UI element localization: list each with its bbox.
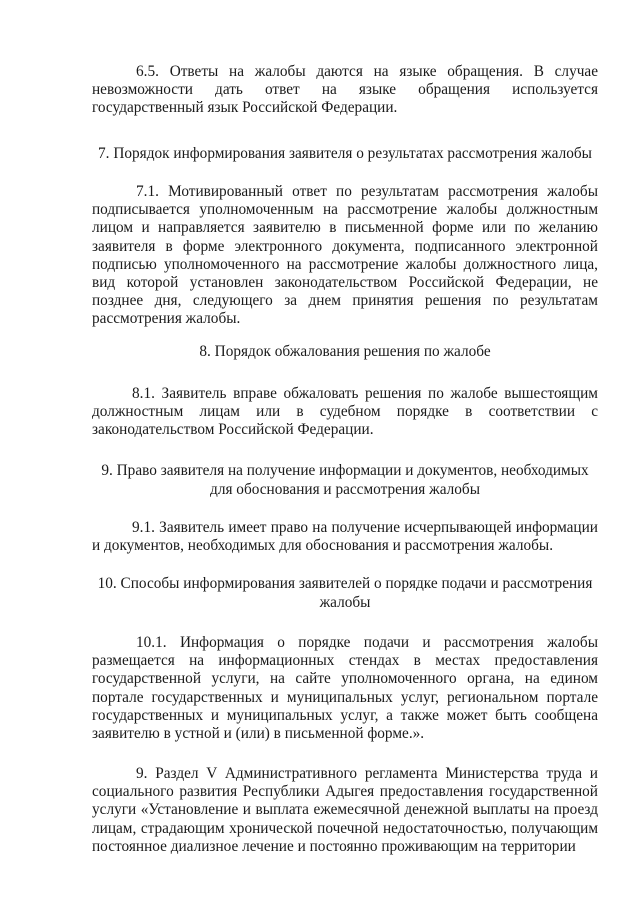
section-heading-8: 8. Порядок обжалования решения по жалобе: [199, 343, 491, 360]
paragraph-7-1: 7.1. Мотивированный ответ по результатам рассмотрения жалобы подписывается уполномоченным на рассмотрение жалобы должностным лицом и направляется заявителю в письменной форме или по желанию заявителя в форме электронного документа, подписанного электронной подписью уполномоченного на рассмотрение жалобы должностного лица, вид которой установлен законодательством Российской Федерации, не позднее дня, следующего за днем принятия решения по результатам рассмотрения жалобы.: [92, 183, 598, 328]
paragraph-6-5: 6.5. Ответы на жалобы даются на языке обращения. В случае невозможности дать ответ на языке обращения используется государственный язык Российской Федерации.: [92, 63, 598, 117]
section-heading-9: 9. Право заявителя на получение информации и документов, необходимых для обоснования и рассмотрения жалобы: [101, 462, 589, 498]
paragraph-8-1: 8.1. Заявитель вправе обжаловать решения по жалобе вышестоящим должностным лицам или в судебном порядке в соответствии с законодательством Российской Федерации.: [92, 385, 598, 439]
section-heading-7: 7. Порядок информирования заявителя о результатах рассмотрения жалобы: [98, 145, 592, 162]
section-heading-10: 10. Способы информирования заявителей о порядке подачи и рассмотрения жалобы: [97, 575, 593, 611]
paragraph-item-9: 9. Раздел V Административного регламента Министерства труда и социального развития Республики Адыгея предоставления государственной услуги «Установление и выплата ежемесячной денежной выплаты на проезд лицам, страдающим хронической почечной недостаточностью, получающим постоянное диализное лечение и постоянно проживающим на территории: [92, 765, 598, 855]
paragraph-10-1: 10.1. Информация о порядке подачи и рассмотрения жалобы размещается на информационных стендах в местах предоставления государственной услуги, на сайте уполномоченного органа, на едином портале государственных и муниципальных услуг, региональном портале государственных и муниципальных услуг, а также может быть сообщена заявителю в устной и (или) в письменной форме.».: [92, 634, 598, 743]
paragraph-9-1: 9.1. Заявитель имеет право на получение исчерпывающей информации и документов, необходимых для обоснования и рассмотрения жалобы.: [92, 519, 598, 555]
